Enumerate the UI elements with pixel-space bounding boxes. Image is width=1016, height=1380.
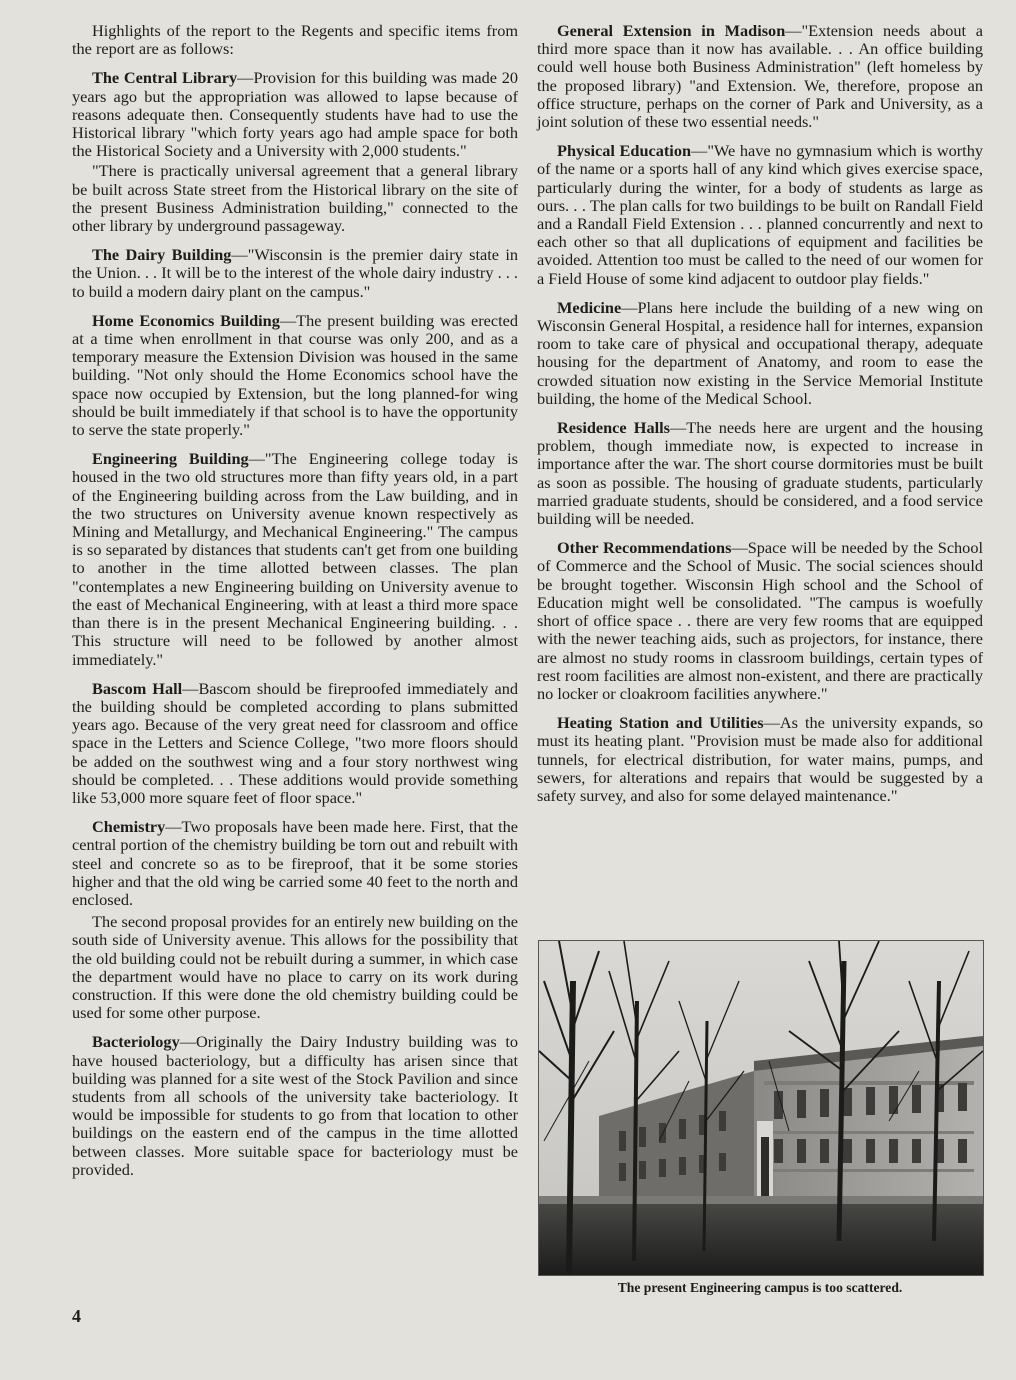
photo-caption: The present Engineering campus is too scattered. [617, 1280, 903, 1295]
section-text: —Space will be needed by the School of Commerce and the School of Music. The social sciences should be brought together. Wisconsin High school and the School of Education might well be consolidated. "The campus is woefully short of office space . . there are very few rooms that are equipped with the newer teaching aids, such as projectors, for instance, there are almost no study rooms in classroom buildings, certain types of rest room facilities are almost non-existent, and there are practically no locker or cloakroom facilities anywhere." [537, 538, 983, 703]
section-physical-education [537, 142, 983, 288]
section-text: —Two proposals have been made here. First, that the central portion of the chemistry building be torn out and rebuilt with steel and concrete so as to be fireproof, that it be some stories higher and that the old wing be carried some 40 feet to the north and enclosed. [72, 817, 518, 909]
section-heading: Chemistry [92, 817, 166, 837]
section-heading: Home Economics Building [92, 310, 280, 330]
section-text: —"Extension needs about a third more space than it now has available. . . An office building could well house both Business Administration" (left homeless by the proposed library) "and Extension. We, therefore, propose an office structure, perhaps on the corner of Park and University, as a joint solution of these two essential needs." [537, 21, 983, 132]
section-text: —"We have no gymnasium which is worthy of the name or a sports hall of any kind which gives exercise space, particularly during the winter, for a body of students as large as ours. . . The plan calls for two buildings to be built on Randall Field and a Randall Field Extension . . . planned concurrently and next to each other so that all duplications of equipment and facilities be avoided. Attention too must be called to the need of our women for a Field House of some kind adjacent to outdoor play fields." [537, 141, 983, 288]
section-heading: Residence Halls [557, 418, 670, 438]
section-medicine [537, 299, 983, 408]
section-residence-halls [537, 419, 983, 528]
section-home-economics [72, 312, 518, 439]
section-heading: Medicine [557, 297, 622, 317]
section-text: —Provision for this building was made 20 years ago but the appropriation was allowed to lapse because of reasons adequate then. Consequently students have had to use the Historical library "which forty years ago had ample space for both the Historical Society and a University with 2,000 students." [72, 68, 519, 161]
section-bacteriology [72, 1033, 518, 1179]
section-text: —Bascom should be fireproofed immediately and the building should be completed according to plans submitted years ago. Because of the very great need for classroom and office space in the Letters and Science College, "two more floors should be added on the southwest wing and a four story northwest wing should be completed. . . These additions would provide something like 53,000 more square feet of floor space." [72, 678, 518, 807]
section-central-library [72, 69, 518, 160]
section-heading: The Dairy Building [92, 245, 232, 265]
section-text: —As the university expands, so must its heating plant. "Provision must be made also for additional tunnels, for electrical distribution, for water mains, pumps, and sewers, for alterations and repairs that would be suggested by a safety survey, and also for some delayed maintenance." [537, 713, 983, 805]
section-text: —Plans here include the building of a new wing on Wisconsin General Hospital, a residence hall for internes, expansion room to take care of physical and occupational therapy, adequate housing for the department of Anatomy, and room to ease the crowded situation now existing in the Service Memorial Institute building, the home of the Medical School. [537, 297, 983, 408]
section-heading: General Extension in Madison [557, 21, 786, 40]
section-heading: Physical Education [557, 141, 692, 161]
page-number: 4 [72, 1306, 81, 1326]
section-heading: Other Recommendations [557, 538, 732, 558]
engineering-campus-photo [538, 940, 984, 1276]
section-text: —"The Engineering college today is housed in the two old structures more than fifty years old, in a part of the Engineering building across from the Law building, and in the two structures on University avenue known respectively as Mining and Metallurgy, and Mechanical Engineering." The campus is so separated by distances that students can't get from one building to another in the time allotted between classes. The plan "contemplates a new Engineering building on University avenue to the east of Mechanical Engineering, with at least a third more space than there is in the present Mechanical Engineering building. . . This structure will need to be followed by another almost immediately." [72, 449, 518, 669]
section-heating-station [537, 714, 983, 805]
right-column [537, 22, 983, 816]
engineering-building-illustration [539, 941, 983, 1275]
section-other-recommendations [537, 539, 983, 703]
section-heading: Bacteriology [92, 1032, 180, 1052]
section-heading: The Central Library [92, 68, 238, 88]
section-heading: Bascom Hall [92, 678, 183, 698]
section-text: —The present building was erected at a time when enrollment in that course was only 200, and as a temporary measure the Extension Division was housed in the same building. "Not only should the Home Economics school have the space now occupied by Extension, but the long planned-for wing should be built immediately if that school is to have the opportunity to serve the state properly." [72, 310, 518, 440]
section-heading: Heating Station and Utilities [557, 713, 764, 733]
section-text-continued: "There is practically universal agreement that a general library be built across State street from the Historical library on the site of the present Business Administration building," connected to the other library by underground passageway. [72, 161, 518, 236]
intro-paragraph: Highlights of the report to the Regents and specific items from the report are as follows: [72, 21, 518, 59]
section-text: —The needs here are urgent and the housing problem, though immediate now, is expected to increase in importance after the war. The short course dormitories must be built as soon as possible. The housing of graduate students, particularly married graduate students, should be considered, and a food service building will be needed. [537, 418, 984, 529]
section-dairy-building [72, 246, 518, 301]
section-general-extension [537, 22, 983, 131]
lawn [539, 1199, 983, 1275]
left-column [72, 22, 518, 1190]
section-bascom-hall [72, 680, 518, 807]
section-engineering-building [72, 450, 518, 668]
section-text-continued: The second proposal provides for an entirely new building on the south side of University avenue. This allows for the possibility that the old building could not be rebuilt during a summer, in which case the department would have no place to carry on its work during construction. If this were done the old chemistry building could be used for some other purpose. [72, 912, 518, 1023]
section-text: —"Wisconsin is the premier dairy state in the Union. . . It will be to the interest of the whole dairy industry . . . to build a modern dairy plant on the campus." [72, 245, 518, 301]
section-text: —Originally the Dairy Industry building was to have housed bacteriology, but a difficulty has arisen since that building was planned for a site west of the Stock Pavilion and since students from all schools of the university take bacteriology. It would be impossible for students to go from that location to other buildings on the eastern end of the campus in the time allotted between classes. More suitable space for bacteriology must be provided. [72, 1032, 518, 1179]
section-heading: Engineering Building [92, 449, 249, 469]
section-chemistry [72, 818, 518, 909]
